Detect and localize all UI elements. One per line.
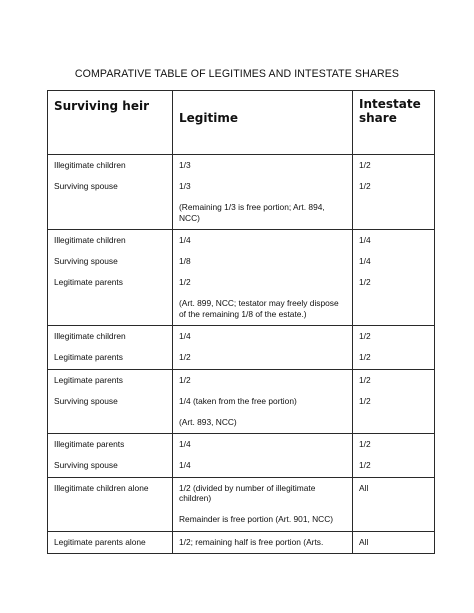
heir-entry: Illegitimate children (54, 331, 126, 341)
intestate-share-entry: All (359, 536, 369, 547)
table-row (48, 230, 435, 326)
legitime-cell (173, 434, 353, 478)
legitime-entry: 1/4 (179, 460, 191, 470)
heir-entry: Legitimate parents (54, 374, 123, 385)
legitime-entry: 1/2 (179, 277, 191, 287)
heir-cell (48, 477, 173, 531)
heir-entry: Illegitimate children (54, 160, 126, 170)
heir-cell (48, 531, 173, 554)
heir-entry: Legitimate parents (54, 352, 123, 362)
legitime-entry: (Remaining 1/3 is free portion; Art. 894, NCC) (179, 202, 325, 223)
heir-entry: Illegitimate children alone (54, 482, 149, 493)
legitime-cell (173, 230, 353, 326)
heir-cell (48, 230, 173, 326)
intestate-share-entry: 1/4 (359, 256, 371, 266)
legitime-entry: 1/4 (179, 331, 191, 341)
heir-cell (48, 326, 173, 370)
intestate-share-entry: 1/2 (359, 460, 371, 470)
table-header-row (48, 91, 435, 155)
intestate-share-cell (353, 477, 435, 531)
heir-entry: Surviving spouse (54, 460, 118, 470)
intestate-share-entry: 1/2 (359, 277, 371, 287)
intestate-share-cell (353, 369, 435, 434)
heir-entry: Illegitimate children (54, 235, 126, 245)
intestate-share-cell (353, 531, 435, 554)
legitime-cell (173, 155, 353, 230)
legitime-entry: (Art. 899, NCC; testator may freely dispose of the remaining 1/8 of the estate.) (179, 298, 339, 319)
legitime-entry: 1/4 (179, 439, 191, 449)
table-row (48, 369, 435, 434)
intestate-share-entry: 1/2 (359, 439, 371, 449)
heir-cell (48, 369, 173, 434)
legitime-entry: 1/3 (179, 181, 191, 191)
heir-entry: Legitimate parents (54, 277, 123, 287)
document-title: COMPARATIVE TABLE OF LEGITIMES AND INTESTATE SHARES (74, 68, 400, 80)
legitime-entry: 1/2 (179, 352, 191, 362)
intestate-share-entry: 1/2 (359, 181, 371, 191)
intestate-share-entry: 1/2 (359, 331, 371, 341)
legitime-cell (173, 369, 353, 434)
legitime-cell (173, 477, 353, 531)
legitime-entry: 1/4 (taken from the free portion) (179, 395, 297, 406)
intestate-share-entry: 1/2 (359, 352, 371, 362)
table-row (48, 434, 435, 478)
legitime-entry: 1/2; remaining half is free portion (Arts. (179, 536, 324, 547)
heir-cell (48, 434, 173, 478)
legitime-entry: Remainder is free portion (Art. 901, NCC) (179, 514, 334, 524)
heir-entry: Surviving spouse (54, 395, 118, 406)
heir-cell (48, 155, 173, 230)
table-row (48, 531, 435, 554)
legitime-entry: 1/2 (divided by number of illegitimate children) (179, 482, 316, 503)
intestate-share-entry: 1/2 (359, 374, 371, 385)
header-legitime: Legitime (173, 91, 353, 155)
legitime-entry: 1/3 (179, 160, 191, 170)
intestate-share-entry: 1/2 (359, 395, 371, 406)
intestate-share-cell (353, 230, 435, 326)
header-intestate-share: Intestate share (353, 91, 435, 155)
table-row (48, 155, 435, 230)
intestate-share-entry: 1/4 (359, 235, 371, 245)
intestate-share-cell (353, 326, 435, 370)
heir-entry: Illegitimate parents (54, 439, 125, 449)
intestate-share-cell (353, 434, 435, 478)
table-row (48, 326, 435, 370)
heir-entry: Surviving spouse (54, 256, 118, 266)
legitime-entry: (Art. 893, NCC) (179, 416, 237, 427)
table-body (48, 155, 435, 554)
legitimes-table (47, 90, 435, 554)
intestate-share-entry: All (359, 482, 369, 493)
legitime-entry: 1/8 (179, 256, 191, 266)
table-row (48, 477, 435, 531)
heir-entry: Surviving spouse (54, 181, 118, 191)
legitime-cell (173, 326, 353, 370)
intestate-share-entry: 1/2 (359, 160, 371, 170)
intestate-share-cell (353, 155, 435, 230)
heir-entry: Legitimate parents alone (54, 536, 146, 547)
legitime-entry: 1/4 (179, 235, 191, 245)
legitime-entry: 1/2 (179, 374, 191, 385)
header-surviving-heir: Surviving heir (48, 91, 173, 155)
legitime-cell (173, 531, 353, 554)
